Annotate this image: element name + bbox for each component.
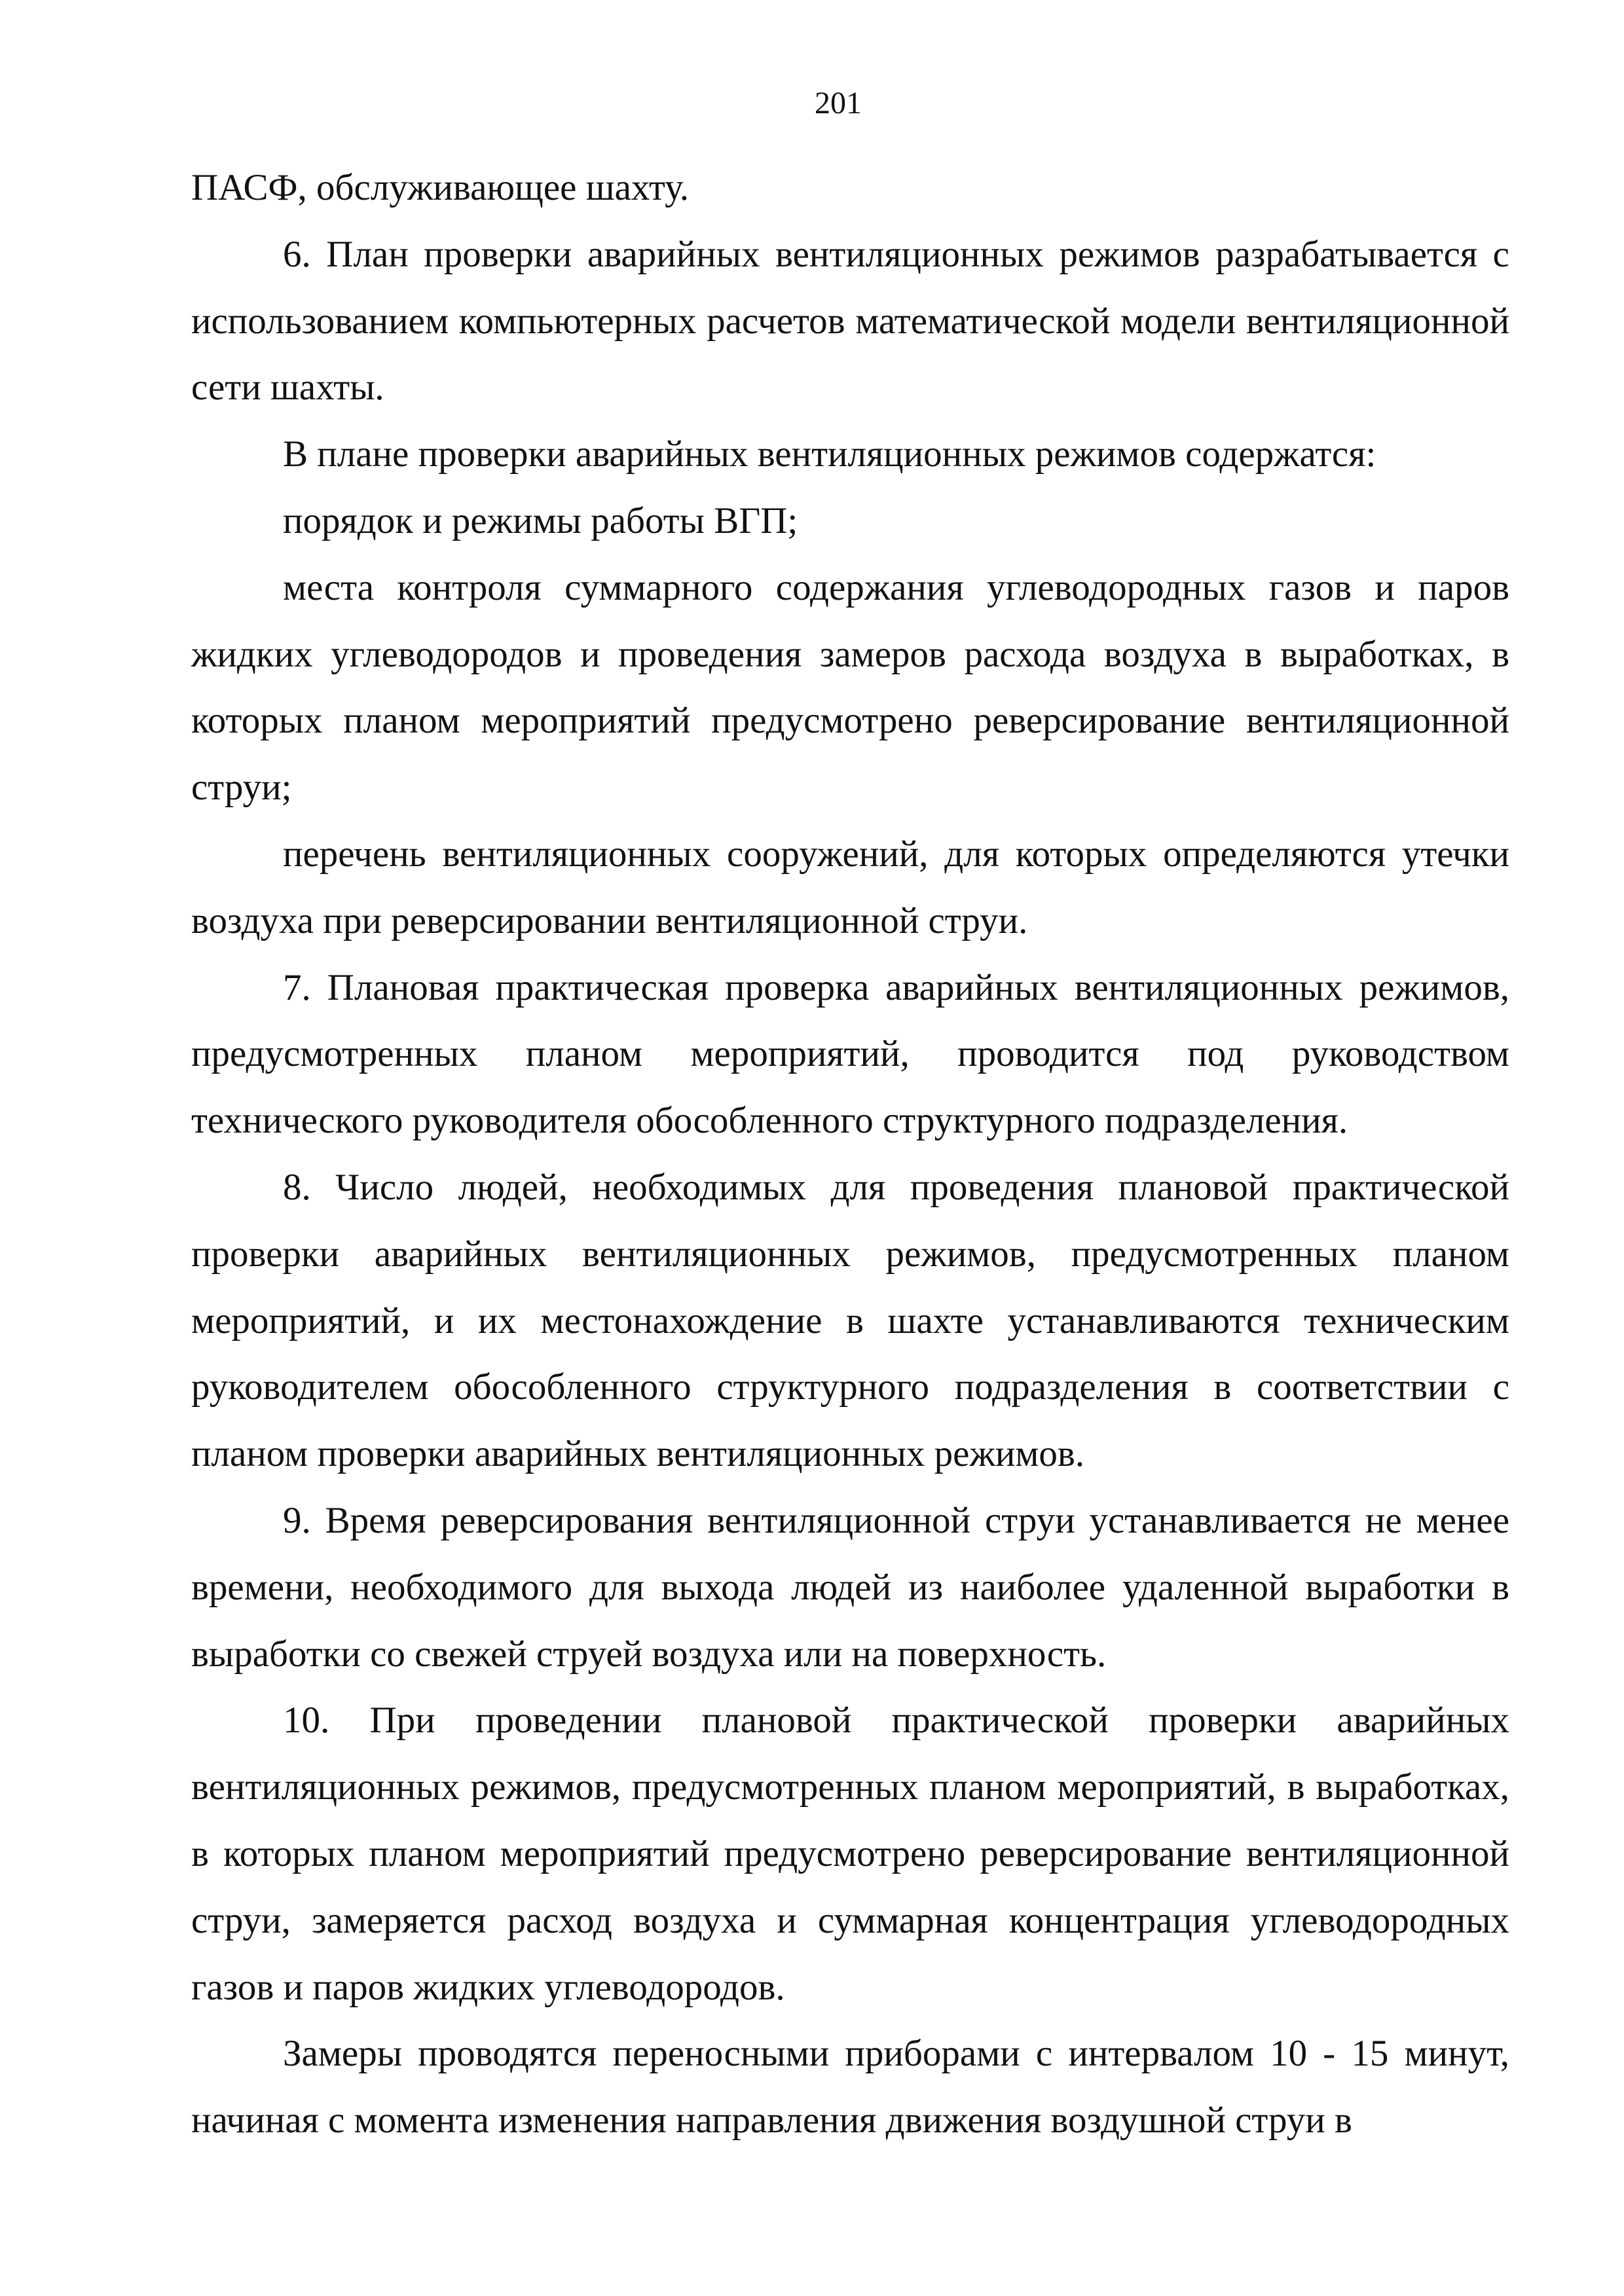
paragraph-continuation: ПАСФ, обслуживающее шахту. xyxy=(191,167,690,208)
paragraph-measurements: Замеры проводятся переносными приборами с интервалом 10 - 15 минут, начиная с момента изменения направления движения воздушной струи в xyxy=(191,2033,1509,2141)
paragraph-list-structures: перечень вентиляционных сооружений, для которых определяются утечки воздуха при реверсировании вентиляционной струи. xyxy=(191,833,1509,941)
paragraph-item-10: 10. При проведении плановой практической проверки аварийных вентиляционных режимов, предусмотренных планом мероприятий, в выработках, в которых планом мероприятий предусмотрено реверсирование вентиляционной струи, замеряется расход воздуха и суммарная концентрация углеводородных газов и паров жидких углеводородов. xyxy=(191,1700,1509,2008)
paragraph-list-control-places: места контроля суммарного содержания углеводородных газов и паров жидких углеводородов и проведения замеров расхода воздуха в выработках, в которых планом мероприятий предусмотрено реверсирование вентиляционной струи; xyxy=(191,566,1509,809)
page-number: 201 xyxy=(815,86,862,120)
paragraph-item-7: 7. Плановая практическая проверка аварийных вентиляционных режимов, предусмотренных планом мероприятий, проводится под руководством технического руководителя обособленного структурного подразделения. xyxy=(191,966,1509,1142)
paragraph-item-8: 8. Число людей, необходимых для проведения плановой практической проверки аварийных вентиляционных режимов, предусмотренных планом мероприятий, и их местонахождение в шахте устанавливаются техническим руководителем обособленного структурного подразделения в соответствии с планом проверки аварийных вентиляционных режимов. xyxy=(191,1166,1509,1475)
paragraph-item-9: 9. Время реверсирования вентиляционной струи устанавливается не менее времени, необходимого для выхода людей из наиболее удаленной выработки в выработки со свежей струей воздуха или на поверхность. xyxy=(191,1499,1509,1675)
paragraph-plan-contents-intro: В плане проверки аварийных вентиляционных режимов содержатся: xyxy=(283,433,1376,475)
document-body xyxy=(191,155,1509,2154)
paragraph-list-order-modes: порядок и режимы работы ВГП; xyxy=(283,500,798,541)
paragraph-item-6: 6. План проверки аварийных вентиляционных режимов разрабатывается с использованием компьютерных расчетов математической модели вентиляционной сети шахты. xyxy=(191,233,1509,409)
